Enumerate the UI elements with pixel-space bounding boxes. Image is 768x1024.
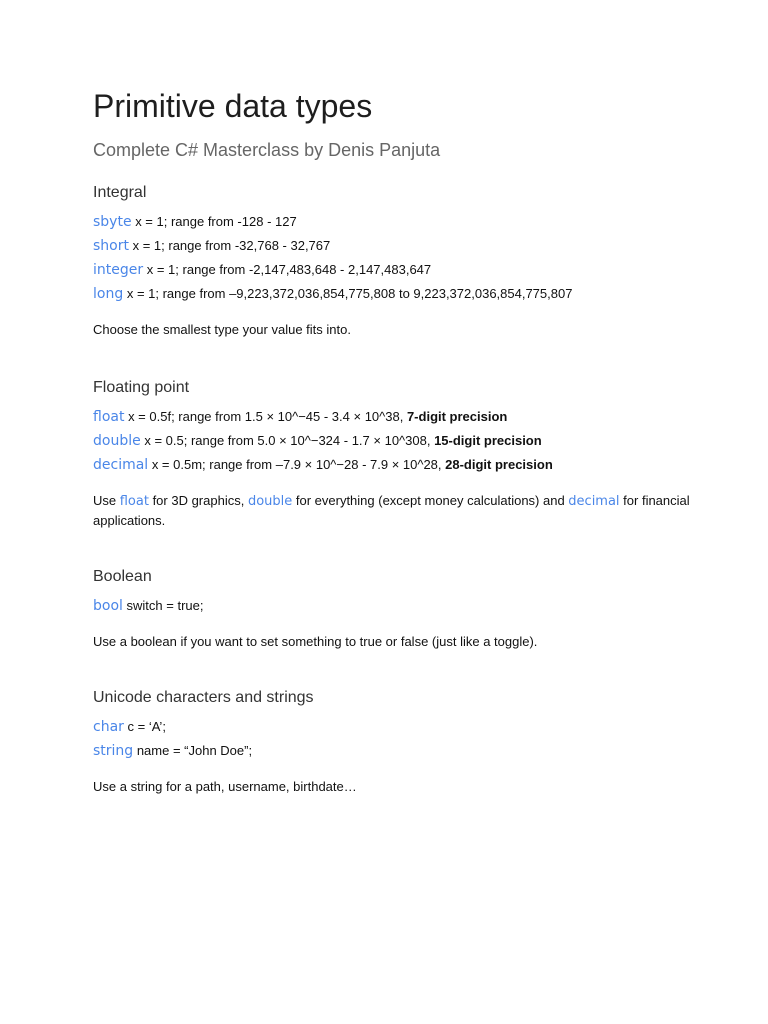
keyword-short: short bbox=[93, 238, 129, 254]
note-text: Use bbox=[93, 493, 120, 508]
section-heading-boolean: Boolean bbox=[93, 568, 152, 585]
code-text: switch = true; bbox=[122, 598, 204, 613]
section-heading-integral: Integral bbox=[93, 184, 147, 201]
note-boolean: Use a boolean if you want to set something to true or false (just like a toggle). bbox=[93, 634, 538, 649]
code-text: x = 0.5; range from 5.0 × 10^−324 - 1.7 × 10^308, bbox=[140, 433, 435, 448]
code-text: x = 0.5f; range from 1.5 × 10^−45 - 3.4 × 10^38, bbox=[124, 409, 407, 424]
keyword-decimal-inline: decimal bbox=[568, 494, 620, 509]
note-text: for financial applications. bbox=[93, 493, 690, 528]
page-title: Primitive data types bbox=[93, 88, 373, 124]
code-text: c = ‘A’; bbox=[123, 719, 166, 734]
precision-text: 15-digit precision bbox=[434, 433, 542, 448]
section-heading-unicode: Unicode characters and strings bbox=[93, 689, 314, 706]
section-integral bbox=[93, 182, 693, 339]
section-heading-floating-point: Floating point bbox=[93, 379, 190, 396]
code-text: x = 1; range from -2,147,483,648 - 2,147,483,647 bbox=[143, 262, 432, 277]
code-line-integer bbox=[93, 258, 693, 282]
section-boolean bbox=[93, 566, 693, 651]
note-text: for 3D graphics, bbox=[148, 493, 248, 508]
keyword-float: float bbox=[93, 409, 125, 425]
keyword-decimal: decimal bbox=[93, 457, 149, 473]
precision-text: 7-digit precision bbox=[406, 409, 508, 424]
code-line-short bbox=[93, 234, 693, 258]
note-floating-point bbox=[93, 491, 693, 530]
code-line-decimal bbox=[93, 453, 693, 477]
keyword-sbyte: sbyte bbox=[93, 214, 132, 230]
code-text: x = 0.5m; range from –7.9 × 10^−28 - 7.9 × 10^28, bbox=[148, 457, 446, 472]
keyword-bool: bool bbox=[93, 598, 123, 614]
code-line-double bbox=[93, 429, 693, 453]
code-line-sbyte bbox=[93, 210, 693, 234]
code-line-long bbox=[93, 282, 693, 306]
keyword-long: long bbox=[93, 286, 124, 302]
keyword-char: char bbox=[93, 719, 124, 735]
keyword-integer: integer bbox=[93, 262, 144, 278]
section-unicode bbox=[93, 687, 693, 796]
document-page bbox=[93, 86, 693, 796]
code-text: x = 1; range from -32,768 - 32,767 bbox=[128, 238, 331, 253]
keyword-double-inline: double bbox=[247, 494, 293, 509]
keyword-string: string bbox=[93, 743, 134, 759]
code-text: x = 1; range from –9,223,372,036,854,775,808 to 9,223,372,036,854,775,807 bbox=[123, 286, 573, 301]
code-text: name = “John Doe”; bbox=[133, 743, 253, 758]
keyword-float-inline: float bbox=[119, 494, 149, 509]
code-line-char bbox=[93, 715, 693, 739]
precision-text: 28-digit precision bbox=[445, 457, 553, 472]
page-subtitle: Complete C# Masterclass by Denis Panjuta bbox=[93, 140, 441, 160]
code-text: x = 1; range from -128 - 127 bbox=[131, 214, 297, 229]
note-text: for everything (except money calculations) and bbox=[292, 493, 569, 508]
note-integral: Choose the smallest type your value fits into. bbox=[93, 322, 351, 337]
section-floating-point bbox=[93, 377, 693, 530]
note-unicode: Use a string for a path, username, birthdate… bbox=[93, 779, 357, 794]
code-line-float bbox=[93, 405, 693, 429]
keyword-double: double bbox=[93, 433, 141, 449]
code-line-bool bbox=[93, 594, 693, 618]
code-line-string bbox=[93, 739, 693, 763]
